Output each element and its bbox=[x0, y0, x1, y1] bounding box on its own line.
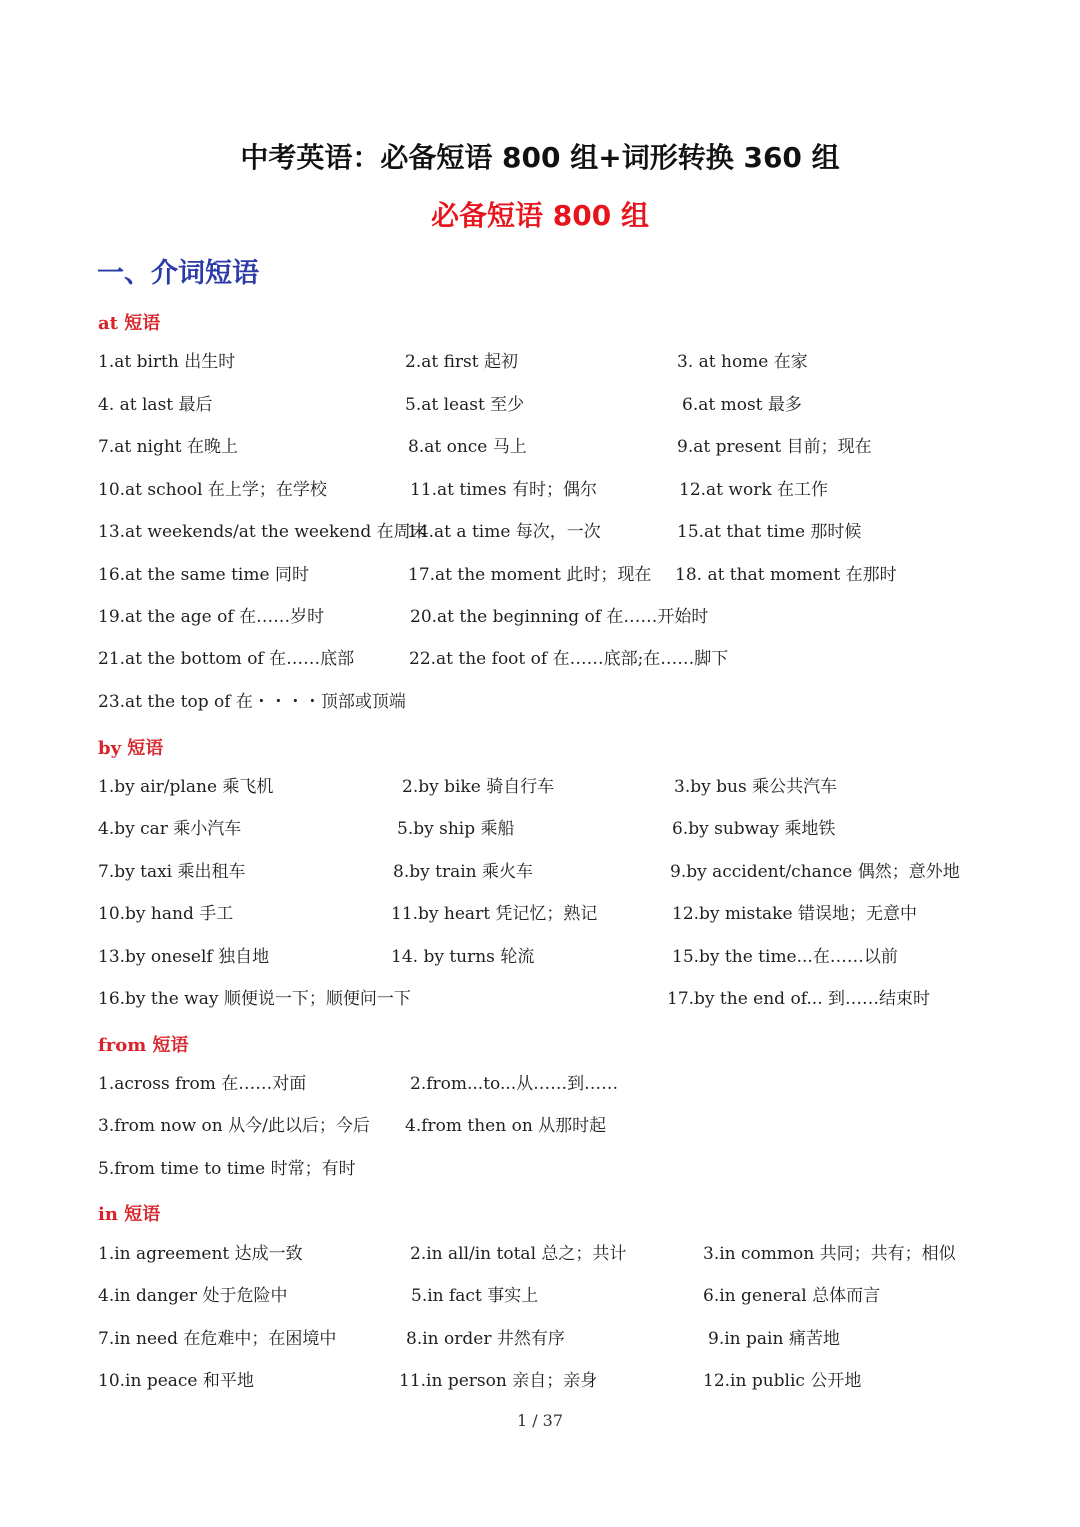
phrase-item: 2.at first 起初 bbox=[405, 352, 519, 372]
phrase-item: 7.by taxi 乘出租车 bbox=[98, 862, 246, 882]
phrase-item: 3.by bus 乘公共汽车 bbox=[674, 777, 838, 797]
group-title-from: from 短语 bbox=[98, 1035, 189, 1056]
phrase-item: 7.in need 在危难中；在困境中 bbox=[98, 1329, 337, 1349]
phrase-item: 14. by turns 轮流 bbox=[391, 947, 535, 967]
phrase-item: 14.at a time 每次，一次 bbox=[407, 522, 601, 542]
phrase-item: 1.across from 在……对面 bbox=[98, 1074, 307, 1094]
phrase-item: 19.at the age of 在……岁时 bbox=[98, 607, 325, 627]
phrase-item: 17.by the end of... 到……结束时 bbox=[667, 989, 931, 1009]
phrase-item: 6.at most 最多 bbox=[682, 395, 802, 415]
phrase-item: 13.by oneself 独自地 bbox=[98, 947, 270, 967]
phrase-item: 9.in pain 痛苦地 bbox=[708, 1329, 840, 1349]
phrase-item: 17.at the moment 此时；现在 bbox=[408, 565, 652, 585]
phrase-item: 10.by hand 手工 bbox=[98, 904, 234, 924]
phrase-item: 3. at home 在家 bbox=[677, 352, 808, 372]
phrase-item: 15.at that time 那时候 bbox=[677, 522, 862, 542]
phrase-item: 3.in common 共同；共有；相似 bbox=[703, 1244, 956, 1264]
phrase-item: 5.in fact 事实上 bbox=[411, 1286, 539, 1306]
phrase-item: 2.by bike 骑自行车 bbox=[402, 777, 555, 797]
section-heading: 一、介词短语 bbox=[97, 258, 259, 289]
document-title: 中考英语：必备短语 800 组+词形转换 360 组 bbox=[240, 141, 840, 174]
phrase-item: 15.by the time...在……以前 bbox=[672, 947, 898, 967]
phrase-item: 8.in order 井然有序 bbox=[406, 1329, 565, 1349]
phrase-item: 8.by train 乘火车 bbox=[393, 862, 533, 882]
phrase-item: 12.at work 在工作 bbox=[679, 480, 829, 500]
group-title-by: by 短语 bbox=[98, 738, 164, 759]
phrase-item: 5.at least 至少 bbox=[405, 395, 525, 415]
phrase-item: 20.at the beginning of 在……开始时 bbox=[410, 607, 709, 627]
phrase-item: 10.at school 在上学；在学校 bbox=[98, 480, 327, 500]
page-number: 1 / 37 bbox=[516, 1411, 564, 1430]
phrase-item: 11.at times 有时；偶尔 bbox=[410, 480, 597, 500]
phrase-item: 2.in all/in total 总之；共计 bbox=[410, 1244, 627, 1264]
phrase-item: 5.by ship 乘船 bbox=[397, 819, 515, 839]
document-subtitle: 必备短语 800 组 bbox=[431, 199, 649, 232]
group-title-in: in 短语 bbox=[98, 1204, 161, 1225]
phrase-item: 10.in peace 和平地 bbox=[98, 1371, 254, 1391]
phrase-item: 23.at the top of 在・・・・顶部或顶端 bbox=[98, 692, 406, 712]
phrase-item: 4. at last 最后 bbox=[98, 395, 213, 415]
phrase-item: 22.at the foot of 在……底部;在……脚下 bbox=[409, 649, 729, 669]
phrase-item: 13.at weekends/at the weekend 在周末 bbox=[98, 522, 428, 542]
phrase-item: 11.by heart 凭记忆；熟记 bbox=[391, 904, 598, 924]
phrase-item: 4.from then on 从那时起 bbox=[405, 1116, 607, 1136]
phrase-item: 1.in agreement 达成一致 bbox=[98, 1244, 303, 1264]
phrase-item: 1.at birth 出生时 bbox=[98, 352, 236, 372]
phrase-item: 9.at present 目前；现在 bbox=[677, 437, 872, 457]
phrase-item: 16.at the same time 同时 bbox=[98, 565, 309, 585]
phrase-item: 3.from now on 从今/此以后；今后 bbox=[98, 1116, 370, 1136]
phrase-item: 12.by mistake 错误地；无意中 bbox=[672, 904, 917, 924]
group-title-at: at 短语 bbox=[98, 313, 161, 334]
phrase-item: 11.in person 亲自；亲身 bbox=[399, 1371, 598, 1391]
phrase-item: 7.at night 在晚上 bbox=[98, 437, 239, 457]
phrase-item: 12.in public 公开地 bbox=[703, 1371, 862, 1391]
phrase-item: 21.at the bottom of 在……底部 bbox=[98, 649, 355, 669]
phrase-item: 1.by air/plane 乘飞机 bbox=[98, 777, 274, 797]
phrase-item: 16.by the way 顺便说一下；顺便问一下 bbox=[98, 989, 411, 1009]
phrase-item: 4.by car 乘小汽车 bbox=[98, 819, 242, 839]
phrase-item: 5.from time to time 时常；有时 bbox=[98, 1159, 356, 1179]
phrase-item: 4.in danger 处于危险中 bbox=[98, 1286, 288, 1306]
phrase-item: 6.in general 总体而言 bbox=[703, 1286, 881, 1306]
phrase-item: 9.by accident/chance 偶然；意外地 bbox=[670, 862, 960, 882]
phrase-item: 8.at once 马上 bbox=[408, 437, 527, 457]
phrase-item: 18. at that moment 在那时 bbox=[675, 565, 897, 585]
phrase-item: 2.from...to...从……到…… bbox=[410, 1074, 619, 1094]
phrase-item: 6.by subway 乘地铁 bbox=[672, 819, 836, 839]
